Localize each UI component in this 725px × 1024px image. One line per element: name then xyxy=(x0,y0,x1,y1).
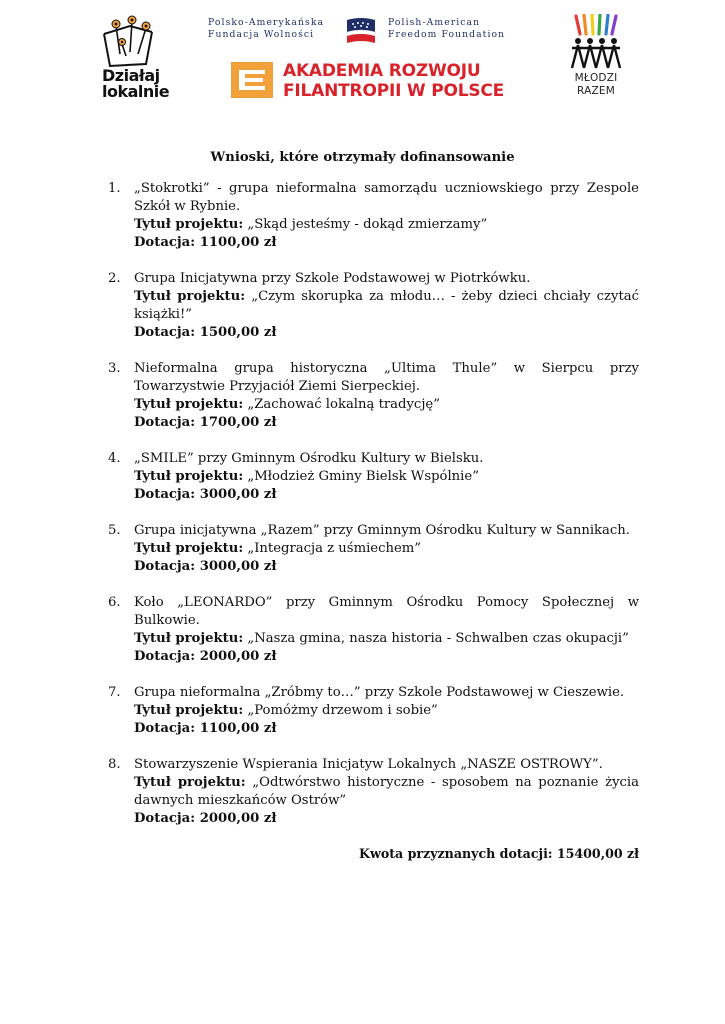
pafw-flag-icon xyxy=(344,16,378,46)
project-label: Tytuł projektu: xyxy=(134,541,244,556)
item-project xyxy=(134,216,639,234)
project-title: „Nasza gmina, nasza historia - Schwalben czas okupacji” xyxy=(247,631,629,646)
grant-value: 2000,00 zł xyxy=(199,811,277,826)
project-label: Tytuł projektu: xyxy=(134,289,246,304)
item-project xyxy=(134,396,639,414)
item-number: 5. xyxy=(108,523,121,538)
list-item xyxy=(108,756,639,828)
grant-list xyxy=(108,180,639,846)
grant-label: Dotacja: xyxy=(134,649,196,664)
item-grant xyxy=(134,720,639,738)
pafw-en-line-1: Polish-American xyxy=(388,17,481,28)
project-label: Tytuł projektu: xyxy=(134,775,246,790)
dzialaj-lokalnie-logo xyxy=(96,14,168,104)
item-description: „Stokrotki” - grupa nieformalna samorządu uczniowskiego przy Zespole Szkół w Rybnie. xyxy=(134,181,639,214)
item-project xyxy=(134,540,639,558)
list-item xyxy=(108,522,639,576)
item-description: „SMILE” przy Gminnym Ośrodku Kultury w Bielsku. xyxy=(134,451,484,466)
project-label: Tytuł projektu: xyxy=(134,469,244,484)
project-title: „Pomóżmy drzewom i sobie” xyxy=(247,703,438,718)
item-grant xyxy=(134,486,639,504)
item-description: Stowarzyszenie Wspierania Inicjatyw Lokalnych „NASZE OSTROWY”. xyxy=(134,757,603,772)
grant-label: Dotacja: xyxy=(134,235,196,250)
list-item xyxy=(108,180,639,252)
item-grant xyxy=(134,324,639,342)
item-description: Grupa inicjatywna „Razem” przy Gminnym Ośrodku Kultury w Sannikach. xyxy=(134,523,630,538)
item-number: 8. xyxy=(108,757,121,772)
item-number: 7. xyxy=(108,685,121,700)
pafw-logo xyxy=(208,16,512,46)
project-label: Tytuł projektu: xyxy=(134,397,244,412)
logo-right-line-1: MŁODZI xyxy=(574,72,618,84)
list-item xyxy=(108,270,639,342)
logo-left-line-2: lokalnie xyxy=(102,82,170,101)
project-title: „Skąd jesteśmy - dokąd zmierzamy” xyxy=(247,217,488,232)
grant-label: Dotacja: xyxy=(134,415,196,430)
list-item xyxy=(108,450,639,504)
item-project xyxy=(134,288,639,324)
project-label: Tytuł projektu: xyxy=(134,217,244,232)
grant-value: 3000,00 zł xyxy=(199,559,277,574)
akademia-logo xyxy=(229,60,509,102)
pafw-pl-line-1: Polsko-Amerykańska xyxy=(208,17,325,28)
project-title: „Młodzież Gminy Bielsk Wspólnie” xyxy=(247,469,479,484)
item-number: 3. xyxy=(108,361,121,376)
item-grant xyxy=(134,558,639,576)
grant-value: 1100,00 zł xyxy=(199,721,277,736)
grant-label: Dotacja: xyxy=(134,559,196,574)
grant-value: 1500,00 zł xyxy=(199,325,277,340)
item-number: 2. xyxy=(108,271,121,286)
grant-label: Dotacja: xyxy=(134,811,196,826)
item-grant xyxy=(134,810,639,828)
pafw-pl-line-2: Fundacja Wolności xyxy=(208,29,315,40)
total-grant-amount: Kwota przyznanych dotacji: 15400,00 zł xyxy=(359,846,639,861)
item-number: 1. xyxy=(108,181,121,196)
item-grant xyxy=(134,414,639,432)
grant-value: 1100,00 zł xyxy=(199,235,277,250)
item-project xyxy=(134,630,639,648)
item-project xyxy=(134,702,639,720)
people-rainbow-icon xyxy=(566,14,626,70)
item-number: 4. xyxy=(108,451,121,466)
akademia-line-2: FILANTROPII W POLSCE xyxy=(283,81,505,101)
document-title: Wnioski, które otrzymały dofinansowanie xyxy=(210,150,515,165)
mlodzi-razem-logo xyxy=(566,14,626,100)
item-grant xyxy=(134,648,639,666)
project-title: „Czym skorupka za młodu… - żeby dzieci chciały czytać książki!” xyxy=(134,289,639,322)
item-description: Nieformalna grupa historyczna „Ultima Thule” w Sierpcu przy Towarzystwie Przyjaciół Ziemi Sierpeckiej. xyxy=(134,361,639,394)
akademia-e-icon xyxy=(229,60,275,100)
project-title: „Integracja z uśmiechem” xyxy=(247,541,422,556)
item-project xyxy=(134,468,639,486)
project-label: Tytuł projektu: xyxy=(134,631,244,646)
item-number: 6. xyxy=(108,595,121,610)
grant-value: 2000,00 zł xyxy=(199,649,277,664)
grant-value: 3000,00 zł xyxy=(199,487,277,502)
item-description: Grupa Inicjatywna przy Szkole Podstawowej w Piotrkówku. xyxy=(134,271,531,286)
item-description: Koło „LEONARDO” przy Gminnym Ośrodku Pomocy Społecznej w Bulkowie. xyxy=(134,595,639,628)
project-label: Tytuł projektu: xyxy=(134,703,244,718)
list-item xyxy=(108,684,639,738)
grant-value: 1700,00 zł xyxy=(199,415,277,430)
logo-left-line-1: Działaj xyxy=(102,66,160,85)
project-title: „Zachować lokalną tradycję” xyxy=(247,397,440,412)
flower-doodle-icon xyxy=(96,14,168,70)
list-item xyxy=(108,360,639,432)
grant-label: Dotacja: xyxy=(134,487,196,502)
item-grant xyxy=(134,234,639,252)
pafw-en-line-2: Freedom Foundation xyxy=(388,29,506,40)
akademia-line-1: AKADEMIA ROZWOJU xyxy=(283,61,481,81)
project-title: „Odtwórstwo historyczne - sposobem na poznanie życia dawnych mieszkańców Ostrów” xyxy=(134,775,639,808)
item-description: Grupa nieformalna „Zróbmy to…” przy Szkole Podstawowej w Cieszewie. xyxy=(134,685,625,700)
item-project xyxy=(134,774,639,810)
grant-label: Dotacja: xyxy=(134,325,196,340)
list-item xyxy=(108,594,639,666)
logo-right-line-2: RAZEM xyxy=(577,85,615,97)
grant-label: Dotacja: xyxy=(134,721,196,736)
